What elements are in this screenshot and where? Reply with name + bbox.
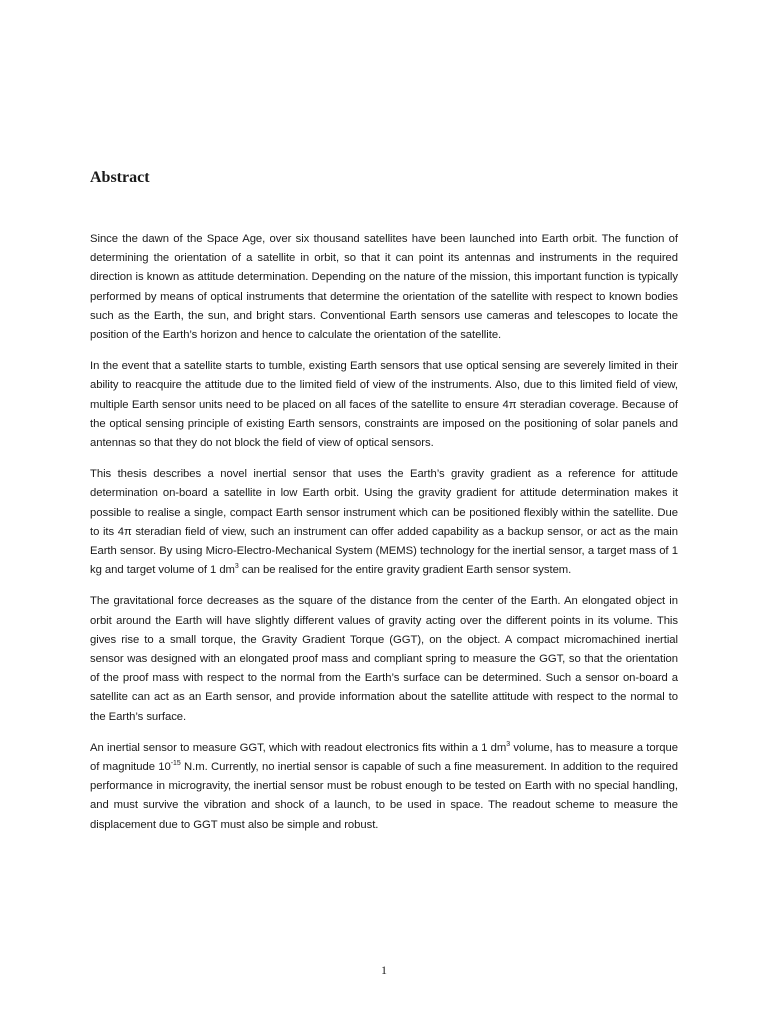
paragraph-5-text-a: An inertial sensor to measure GGT, which with readout electronics fits within a 1 dm bbox=[90, 741, 507, 754]
paragraph-3-superscript: 3 bbox=[234, 563, 239, 571]
paragraph-3 bbox=[90, 465, 678, 580]
document-page bbox=[90, 168, 678, 847]
paragraph-2 bbox=[90, 357, 678, 453]
page-number: 1 bbox=[381, 963, 387, 977]
paragraph-5 bbox=[90, 739, 678, 835]
paragraph-4 bbox=[90, 592, 678, 726]
paragraph-3-text-before: This thesis describes a novel inertial sensor that uses the Earth’s gravity gradient as a reference for attitude determination on-board a satellite in low Earth orbit. Using the gravity gradient for attitude determination makes it possible to realise a single, compact Earth sensor instrument which can be positioned flexibly within the satellite. Due to its 4π steradian field of view, such an instrument can offer added capability as a backup sensor, or act as the main Earth sensor. By using Micro-Electro-Mechanical System (MEMS) technology for the inertial sensor, a target mass of 1 kg and target volume of 1 dm bbox=[90, 468, 678, 577]
paragraph-1 bbox=[90, 230, 678, 345]
paragraph-5-text-b: volume, has to measure a torque of magnitude 10 bbox=[90, 741, 678, 774]
paragraph-4-text: The gravitational force decreases as the square of the distance from the center of the Earth. An elongated object in orbit around the Earth will have slightly different values of gravity acting over the different points in its volume. This gives rise to a small torque, the Gravity Gradient Torque (GGT), on the object. A compact micromachined inertial sensor was designed with an elongated proof mass and compliant spring to measure the GGT, so that the orientation of the proof mass with respect to the normal from the Earth’s surface can be determined. Such a sensor on-board a satellite can act as an Earth sensor, and provide information about the satellite attitude with respect to the normal to the Earth’s surface. bbox=[90, 595, 678, 723]
paragraph-5-superscript-b: -15 bbox=[170, 760, 181, 768]
abstract-heading: Abstract bbox=[90, 169, 150, 186]
paragraph-5-text-c: N.m. Currently, no inertial sensor is capable of such a fine measurement. In addition to the required performance in microgravity, the inertial sensor must be robust enough to be tested on Earth with no special handling, and must survive the vibration and shock of a launch, to be used in space. The readout scheme to measure the displacement due to GGT must also be simple and robust. bbox=[90, 761, 678, 831]
paragraph-1-text: Since the dawn of the Space Age, over six thousand satellites have been launched into Earth orbit. The function of determining the orientation of a satellite in orbit, so that it can point its antennas and instruments in the required direction is known as attitude determination. Depending on the nature of the mission, this important function is typically performed by means of optical instruments that determine the orientation of the satellite with respect to known bodies such as the Earth, the sun, and bright stars. Conventional Earth sensors use cameras and telescopes to locate the position of the Earth’s horizon and hence to calculate the orientation of the satellite. bbox=[90, 233, 678, 342]
paragraph-2-text: In the event that a satellite starts to tumble, existing Earth sensors that use optical sensing are severely limited in their ability to reacquire the attitude due to the limited field of view of the instruments. Also, due to this limited field of view, multiple Earth sensor units need to be placed on all faces of the satellite to ensure 4π steradian coverage. Because of the optical sensing principle of existing Earth sensors, constraints are imposed on the positioning of solar panels and antennas so that they do not block the field of view of optical sensors. bbox=[90, 360, 678, 450]
paragraph-3-text-after: can be realised for the entire gravity gradient Earth sensor system. bbox=[238, 564, 572, 577]
paragraph-5-superscript-a: 3 bbox=[506, 741, 511, 749]
